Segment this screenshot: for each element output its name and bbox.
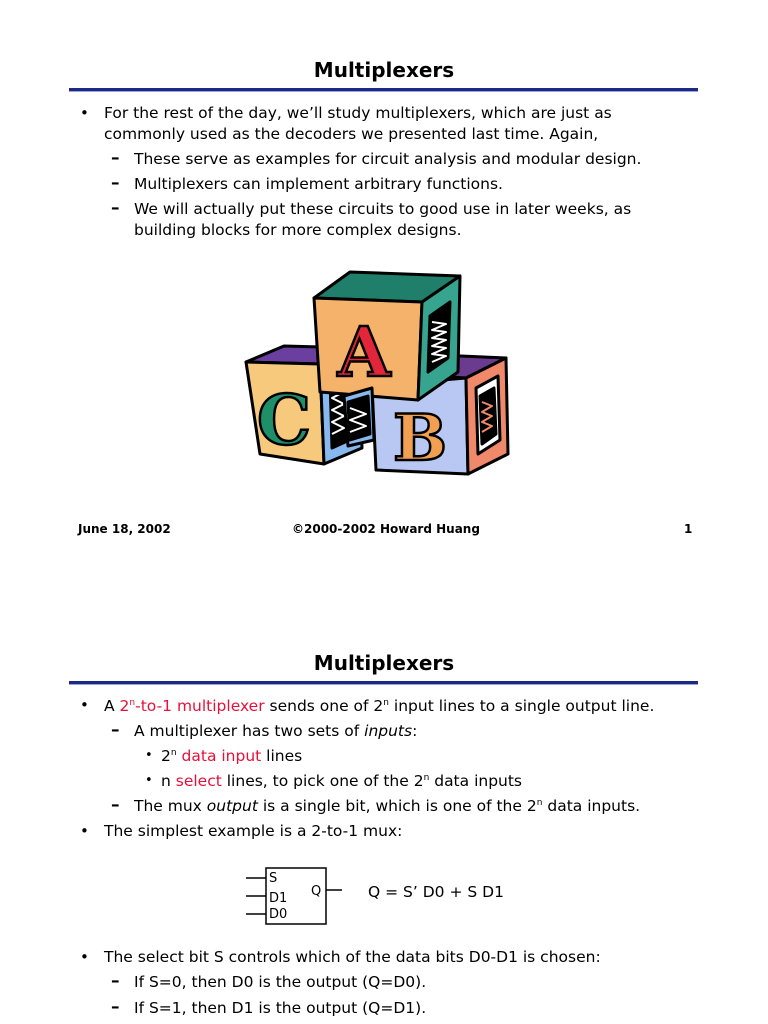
superscript: n [536,798,543,808]
slide1-title-rule [69,88,698,92]
mux-equation: Q = S’ D0 + S D1 [368,883,504,901]
text-span: data inputs. [542,797,641,815]
slide1-bullet1-line2: commonly used as the decoders we presented last time. Again, [104,125,599,143]
mux-output-label: Q [311,884,322,899]
slide2-sub2 [134,796,640,816]
footer-page-number: 1 [684,522,693,536]
emphasis: inputs [364,722,413,740]
dash-icon: – [111,173,120,193]
slide1-sub3-line2: building blocks for more complex designs. [134,221,462,239]
text-span: The mux [134,797,207,815]
bullet-icon: • [80,948,89,966]
dash-icon: – [111,720,120,740]
block-letter-c: C [256,381,312,461]
bullet-icon: • [145,748,153,763]
slide2-subsub1 [161,746,302,766]
text-span: A [104,697,120,715]
slide2-subsub2 [161,771,522,791]
text-span: data inputs [429,772,523,790]
superscript: n [129,698,136,708]
footer-date: June 18, 2002 [78,522,171,536]
superscript: n [383,698,389,708]
slide1-title: Multiplexers [313,58,455,82]
dash-icon: – [111,795,120,815]
slide2-bullet2: The simplest example is a 2-to-1 mux: [104,822,403,840]
text-span: 2 [161,747,171,765]
text-span: A multiplexer has two sets of [134,722,365,740]
highlight-term: data input [181,747,262,765]
block-letter-a: A [337,313,391,393]
slide2-sub3: If S=0, then D0 is the output (Q=D0). [134,973,427,991]
bullet-icon: • [80,822,89,840]
dash-icon: – [111,198,120,218]
slide1-bullet1-line1: For the rest of the day, we’ll study multiplexers, which are just as [104,104,612,122]
highlight-term [120,697,265,715]
abc-blocks-illustration [240,268,520,483]
dash-icon: – [111,997,120,1017]
mux-2to1-diagram [244,864,344,928]
superscript: n [423,773,430,783]
mux-d0-label: D0 [269,907,288,922]
slide1-sub2: Multiplexers can implement arbitrary functions. [134,175,503,193]
text-span: n [161,772,176,790]
text-span: : [412,722,418,740]
slide2-sub4: If S=1, then D1 is the output (Q=D1). [134,999,427,1017]
text-span: sends one of 2 [264,697,384,715]
text-span: is a single bit, which is one of the 2 [257,797,537,815]
text-span: -to-1 multiplexer [135,697,265,715]
highlight-term: select [175,772,222,790]
emphasis: output [206,797,258,815]
slide2-title: Multiplexers [313,651,455,675]
dash-icon: – [111,148,120,168]
slide1-sub3-line1: We will actually put these circuits to good use in later weeks, as [134,200,632,218]
bullet-icon: • [145,773,153,788]
text-span: lines, to pick one of the 2 [221,772,424,790]
slide2-title-rule [69,681,698,685]
text-span: 2 [119,697,130,715]
block-letter-b: B [392,401,448,476]
dash-icon: – [111,971,120,991]
text-span: input lines to a single output line. [389,697,655,715]
superscript: n [170,748,177,758]
text-span: lines [261,747,303,765]
footer-copyright: ©2000-2002 Howard Huang [292,522,480,536]
slide2-bullet1 [104,696,654,716]
slide2-bullet3: The select bit S controls which of the data bits D0-D1 is chosen: [104,948,601,966]
mux-select-label: S [269,871,278,886]
slide2-sub1 [134,721,417,741]
slide1-sub1: These serve as examples for circuit analysis and modular design. [134,150,642,168]
bullet-icon: • [80,104,89,122]
mux-d1-label: D1 [269,891,288,906]
bullet-icon: • [80,696,89,714]
